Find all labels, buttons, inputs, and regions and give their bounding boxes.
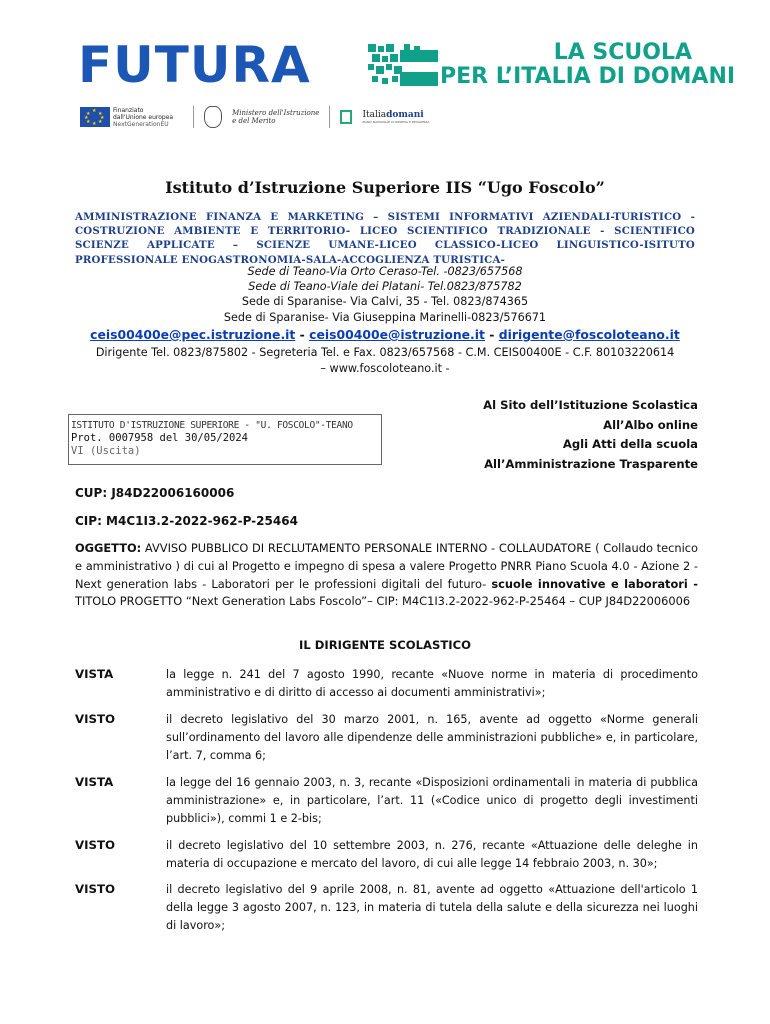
ministero-line1: Ministero dell'Istruzione: [232, 109, 320, 117]
subject-text-2: TITOLO PROGETTO “Next Generation Labs Foscolo”– CIP: M4C1I3.2-2022-962-P-25464 – CUP J84D22006006: [75, 594, 691, 609]
eu-logo-text-3: NextGenerationEU: [113, 120, 169, 128]
clause-label: VISTO: [75, 712, 116, 726]
futura-logo: FUTURA: [78, 36, 311, 94]
italiadomani-b: domani: [386, 110, 424, 120]
subject-bold: scuole innovative e laboratori -: [491, 576, 698, 591]
dirigente-heading: IL DIRIGENTE SCOLASTICO: [299, 638, 471, 652]
subject-text-1: AVVISO PUBBLICO DI RECLUTAMENTO PERSONALE INTERNO - COLLAUDATORE ( Collaudo tecnico e amministrativo ) di cui al Progetto e impegno di spesa a valere Progetto PNRR Piano Scuola 4.0 - Azione 2 - Next generation labs - Laboratori per le professioni digitali del futuro-: [75, 541, 698, 591]
sede-line-1: Sede di Teano-Via Orto Ceraso-Tel. -0823/657568: [247, 265, 523, 278]
italiadomani-mark-icon: [340, 110, 352, 124]
tagline-line2: PER L’ITALIA DI DOMANI: [440, 64, 736, 89]
clause-row: [75, 774, 698, 827]
ministero-logo-text: [232, 109, 319, 125]
clause-label: VISTA: [75, 667, 114, 681]
clause-text: la legge n. 241 del 7 agosto 1990, recante «Nuove norme in materia di procedimento amministrativo e di diritto di accesso ai documenti amministrativi»;: [166, 668, 698, 699]
clause-row: [75, 666, 698, 702]
email-dirigente-link[interactable]: dirigente@foscoloteano.it: [498, 327, 680, 342]
addressee-sito: Al Sito dell’Istituzione Scolastica: [483, 398, 698, 412]
tagline-line1: LA SCUOLA: [553, 40, 692, 65]
protocol-institute: ISTITUTO D'ISTRUZIONE SUPERIORE - "U. FOSCOLO"-TEANO: [71, 420, 353, 431]
email-istruzione-link[interactable]: ceis00400e@istruzione.it: [309, 327, 485, 342]
clause-row: [75, 837, 698, 873]
sede-line-2: Sede di Teano-Viale dei Platani- Tel.0823/875782: [248, 280, 522, 293]
italiadomani-a: Italia: [362, 110, 387, 120]
eu-logo-text-1: Finanziato: [113, 106, 144, 114]
clause-text: la legge del 16 gennaio 2003, n. 3, recante «Disposizioni ordinamentali in materia di pubblica amministrazione» e, in particolare, l’art. 11 («Codice unico di progetto degli investimenti pubblici»), commi 1 e 2-bis;: [166, 776, 698, 825]
email-pec-link[interactable]: ceis00400e@pec.istruzione.it: [90, 327, 296, 342]
clause-text: il decreto legislativo del 30 marzo 2001, n. 165, avente ad oggetto «Norme generali sull’ordinamento del lavoro alle dipendenze delle amministrazioni pubbliche» e, in particolare, l’art. 7, comma 6;: [166, 713, 698, 762]
pixel-logo-mark: [368, 44, 438, 88]
email-separator: -: [295, 327, 310, 342]
italiadomani-sub: PIANO NAZIONALE DI RIPRESA E RESILIENZA: [362, 120, 430, 124]
institute-title: Istituto d’Istruzione Superiore IIS “Ugo Foscolo”: [165, 178, 605, 197]
website-line: – www.foscoloteano.it -: [320, 362, 450, 375]
sede-line-3: Sede di Sparanise- Via Calvi, 35 - Tel. 0823/874365: [241, 295, 529, 308]
addressees-block: [483, 396, 698, 474]
clause-label: VISTO: [75, 882, 116, 896]
addressee-albo: All’Albo online: [603, 417, 698, 432]
eu-logo: [80, 107, 173, 128]
clause-label: VISTA: [75, 775, 114, 789]
subject-paragraph: [75, 540, 698, 611]
protocol-number: Prot. 0007958 del 30/05/2024: [71, 432, 249, 444]
addressee-amministrazione: All’Amministrazione Trasparente: [484, 456, 698, 471]
clause-text: il decreto legislativo del 10 settembre 2003, n. 276, recante «Attuazione delle deleghe in materia di occupazione e mercato del lavoro, di cui alle legge 14 febbraio 2003, n. 30»;: [166, 839, 698, 870]
cip-code: CIP: M4C1I3.2-2022-962-P-25464: [75, 514, 298, 528]
protocol-direction: VI (Uscita): [71, 445, 141, 457]
divider: [329, 106, 330, 128]
tagline: [440, 40, 736, 89]
eu-logo-text-2: dall'Unione europea: [113, 113, 174, 121]
clause-row: [75, 881, 698, 934]
ministero-line2: e del Merito: [232, 117, 276, 125]
clause-row: [75, 711, 698, 764]
clause-text: il decreto legislativo del 9 aprile 2008, n. 81, avente ad oggetto «Attuazione dell'articolo 1 della legge 3 agosto 2007, n. 123, in materia di tutela della salute e della sicurezza nei luoghi di lavoro»;: [166, 883, 698, 932]
sede-line-4: Sede di Sparanise- Via Giuseppina Marinelli-0823/576671: [223, 311, 547, 324]
email-separator: -: [484, 327, 499, 342]
eu-flag-icon: ★ ★ ★ ★ ★ ★ ★ ★: [80, 107, 110, 127]
addressee-atti: Agli Atti della scuola: [562, 437, 698, 451]
clause-label: VISTO: [75, 838, 116, 852]
contacts-line: Dirigente Tel. 0823/875802 - Segreteria Tel. e Fax. 0823/657568 - C.M. CEIS00400E - C.F. 80103220614: [95, 346, 675, 359]
italiadomani-logo: [362, 110, 429, 120]
divider: [193, 106, 194, 128]
subject-label: OGGETTO:: [75, 541, 142, 555]
partner-logos: [80, 104, 429, 130]
italian-republic-emblem-icon: [204, 106, 222, 128]
cup-code: CUP: J84D22006160006: [75, 486, 235, 500]
courses-list: AMMINISTRAZIONE FINANZA E MARKETING – SISTEMI INFORMATIVI AZIENDALI-TURISTICO - COSTRUZIONE AMBIENTE E TERRITORIO- LICEO SCIENTIFICO TRADIZIONALE - SCIENTIFICO SCIENZE APPLICATE – SCIENZE UMANE-LICEO CLASSICO-LICEO LINGUISTICO-ISITUTO PROFESSIONALE ENOGASTRONOMIA-SALA-ACCOGLIENZA TURISTICA-: [75, 211, 695, 266]
email-line: [0, 327, 770, 343]
protocol-stamp: [68, 414, 382, 465]
